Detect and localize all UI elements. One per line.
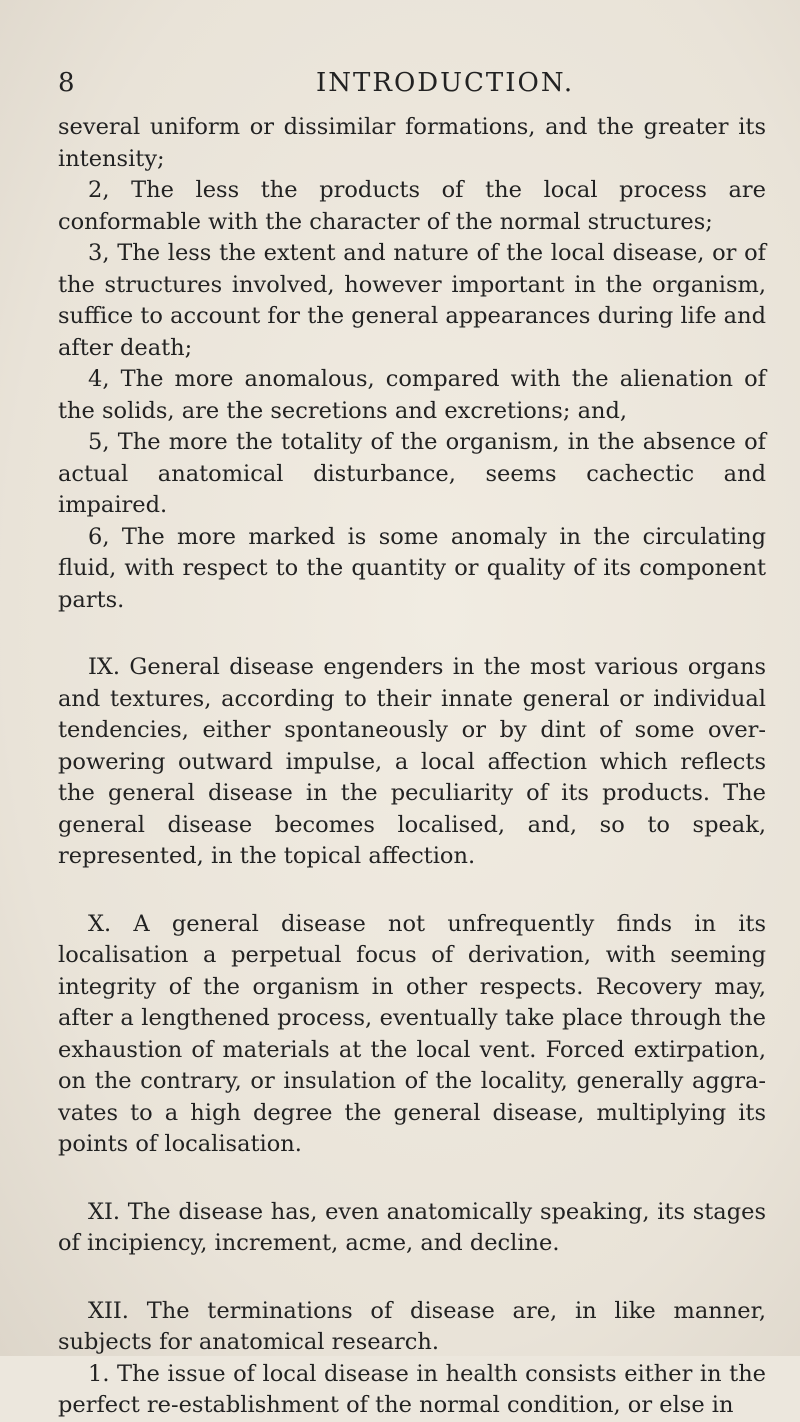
section-paragraph: X. A general disease not unfrequently finds in its localisation a perpetual focus of derivation, with seeming integrity of the organism in other respects. Recovery may, after a lengthened process, eventually take place through the exhaustion of materials at the local vent. Forced extirpation, on the contrary, or insulation of the locality, generally aggra-vates to a high degree the general disease, multiplying its points of localisation. bbox=[58, 910, 766, 1157]
page-number: 8 bbox=[58, 68, 76, 98]
paragraph: 3, The less the extent and nature of the local disease, or of the structures involved, however important in the organism, suffice to account for the general appearances during life and after death; bbox=[58, 240, 766, 361]
paragraph: 1. The issue of local disease in health consists either in the perfect re-establishment of the normal condition, or else in bbox=[58, 1360, 766, 1418]
running-head: INTRODUCTION. bbox=[316, 68, 575, 98]
section-paragraph: XII. The terminations of disease are, in like manner, subjects for anatomical research. bbox=[58, 1297, 766, 1355]
paragraph: 6, The more marked is some anomaly in the circulating fluid, with respect to the quantity or quality of its component parts. bbox=[58, 523, 766, 613]
paragraph: 4, The more anomalous, compared with the alienation of the solids, are the secretions and excretions; and, bbox=[58, 366, 766, 424]
paragraph: several uniform or dissimilar formations, and the greater its intensity; bbox=[58, 114, 766, 172]
paragraph: 2, The less the products of the local process are conformable with the character of the normal structures; bbox=[58, 177, 766, 235]
body-text bbox=[58, 112, 766, 1422]
section-paragraph: IX. General disease engenders in the most various organs and textures, according to their innate general or individual tendencies, either spontaneously or by dint of some over-powering outward impulse, a local affection which reflects the general disease in the peculiarity of its products. The general disease becomes localised, and, so to speak, represented, in the topical affection. bbox=[58, 654, 766, 869]
page-header bbox=[58, 68, 760, 108]
paragraph: 5, The more the totality of the organism, in the absence of actual anatomical disturbance, seems cachectic and impaired. bbox=[58, 429, 766, 518]
section-paragraph: XI. The disease has, even anatomically speaking, its stages of incipiency, increment, acme, and decline. bbox=[58, 1198, 766, 1256]
